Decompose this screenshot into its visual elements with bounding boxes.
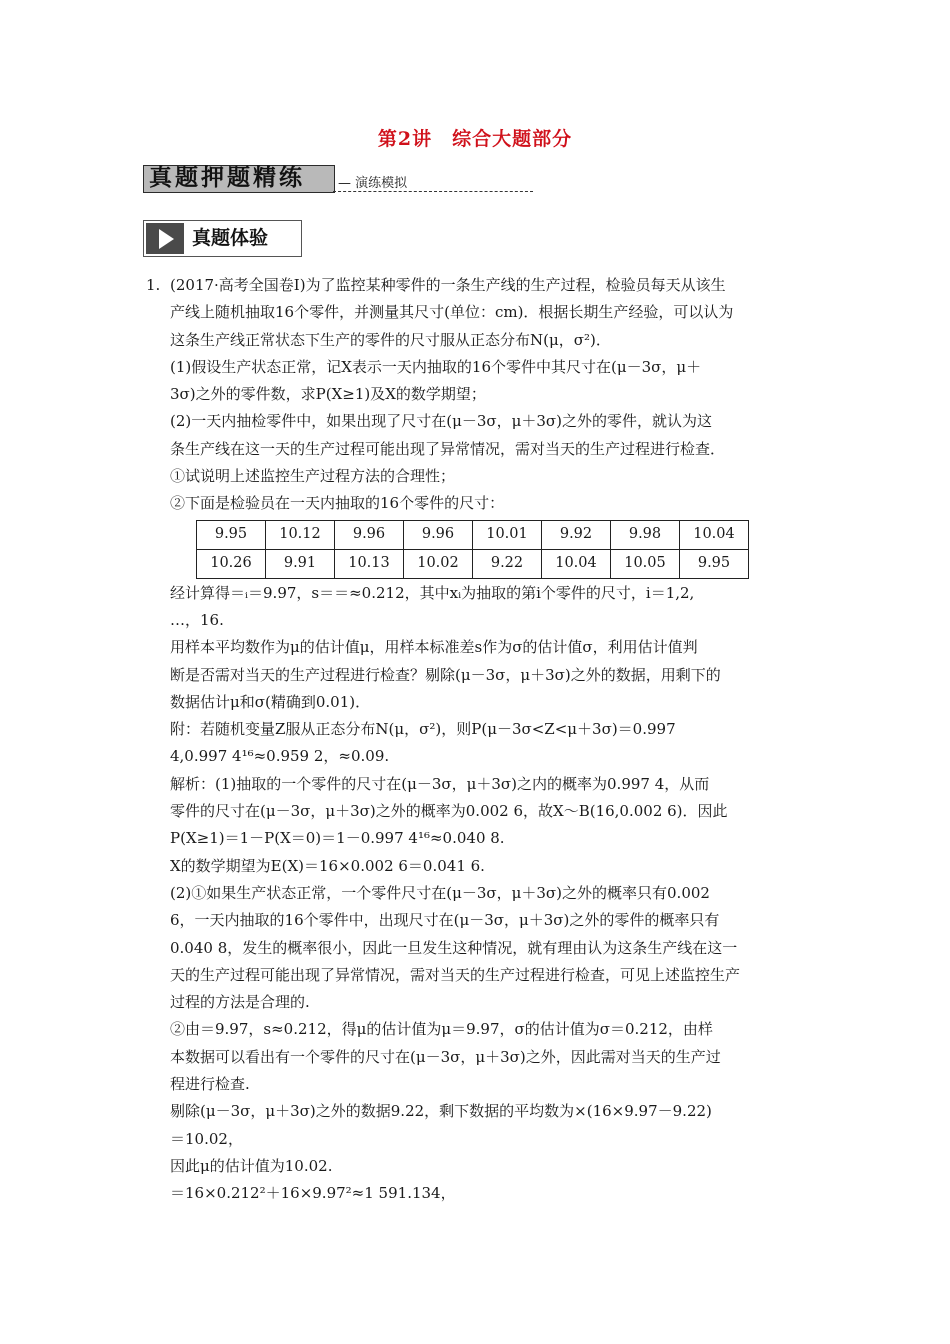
solution-line: 天的生产过程可能出现了异常情况，需对当天的生产过程进行检查，可见上述监控生产 [170,965,741,984]
solution-line: X的数学期望为E(X)＝16×0.002 6＝0.041 6. [170,856,485,875]
solution-line: ＝10.02， [170,1129,243,1148]
solution-line: 本数据可以看出有一个零件的尺寸在(μ－3σ，μ＋3σ)之外，因此需对当天的生产过 [170,1047,721,1066]
solution-line: 零件的尺寸在(μ－3σ，μ＋3σ)之外的概率为0.002 6，故X～B(16,0.002 6)．因此 [170,802,728,821]
table-cell: 10.26 [197,549,266,578]
content-area [146,272,808,1208]
table-cell: 10.04 [680,520,749,549]
play-arrow-icon-box [146,223,184,254]
table-row [197,549,749,578]
solution-line: 因此μ的估计值为10.02. [170,1156,333,1175]
table-cell: 9.22 [473,549,542,578]
solution-line: ②由＝9.97，s≈0.212，得μ的估计值为μ＝9.97，σ的估计值为σ＝0.212，由样 [170,1020,713,1039]
question-line: 数据估计μ和σ(精确到0.01)． [170,692,371,711]
question-line: (1)假设生产状态正常，记X表示一天内抽取的16个零件中其尺寸在(μ－3σ，μ＋ [170,357,702,376]
question-line: 4,0.997 4¹⁶≈0.959 2，≈0.09. [170,747,390,766]
table-cell: 10.02 [404,549,473,578]
question-line: 这条生产线正常状态下生产的零件的尺寸服从正态分布N(μ，σ²)． [170,330,611,349]
banner-title: 真题押题精练 [149,165,305,191]
solution-line: 0.040 8，发生的概率很小，因此一旦发生这种情况，就有理由认为这条生产线在这一 [170,938,738,957]
question-line: 经计算得＝ᵢ＝9.97，s＝＝≈0.212，其中xᵢ为抽取的第i个零件的尺寸，i＝1,2, [170,583,695,602]
table-cell: 9.98 [611,520,680,549]
table-cell: 9.92 [542,520,611,549]
banner-subtitle: — 演练模拟 [338,176,408,191]
banner-dashed-line [333,191,533,192]
solution-line: ＝16×0.212²＋16×9.97²≈1 591.134， [170,1184,456,1203]
table-cell: 9.91 [266,549,335,578]
table-cell: 9.95 [197,520,266,549]
question-number: 1. [146,276,161,294]
solution-line: 解析：(1)抽取的一个零件的尺寸在(μ－3σ，μ＋3σ)之内的概率为0.997 4，从而 [170,774,710,793]
table-cell: 9.96 [404,520,473,549]
table-row [197,520,749,549]
play-arrow-icon [159,229,174,249]
question-line: 附：若随机变量Z服从正态分布N(μ，σ²)，则P(μ－3σ<Z<μ＋3σ)＝0.997 [170,720,676,739]
table-cell: 10.05 [611,549,680,578]
solution-line: 程进行检查. [170,1075,250,1094]
question-line: …，16. [170,610,224,629]
question-line: (2)一天内抽检零件中，如果出现了尺寸在(μ－3σ，μ＋3σ)之外的零件，就认为这 [170,412,713,431]
table-cell: 10.13 [335,549,404,578]
table-cell: 10.12 [266,520,335,549]
solution-line: 6，一天内抽取的16个零件中，出现尺寸在(μ－3σ，μ＋3σ)之外的零件的概率只有 [170,911,720,930]
subsection-header [143,220,302,257]
solution-line: P(X≥1)＝1－P(X＝0)＝1－0.997 4¹⁶≈0.040 8. [170,829,505,848]
question-line: 断是否需对当天的生产过程进行检查？剔除(μ－3σ，μ＋3σ)之外的数据，用剩下的 [170,665,721,684]
question-line: 条生产线在这一天的生产过程可能出现了异常情况，需对当天的生产过程进行检查． [170,439,726,458]
question-line: 用样本平均数作为μ的估计值μ，用样本标准差s作为σ的估计值σ，利用估计值判 [170,638,698,657]
table-cell: 10.01 [473,520,542,549]
data-table-wrapper [146,520,808,579]
data-table [196,520,749,579]
question-line: ①试说明上述监控生产过程方法的合理性； [170,467,456,486]
table-cell: 9.95 [680,549,749,578]
section-banner [143,163,533,195]
solution-line: 剔除(μ－3σ，μ＋3σ)之外的数据9.22，剩下数据的平均数为×(16×9.97－9.22) [170,1102,712,1121]
question-line: 产线上随机抽取16个零件，并测量其尺寸(单位：cm)．根据长期生产经验，可以认为 [170,303,734,322]
question-line: (2017·高考全国卷Ⅰ)为了监控某种零件的一条生产线的生产过程，检验员每天从该生 [170,276,726,294]
question-line: ②下面是检验员在一天内抽取的16个零件的尺寸： [170,494,505,513]
question-line: 3σ)之外的零件数，求P(X≥1)及X的数学期望； [170,385,486,404]
subsection-title: 真题体验 [192,227,269,249]
table-cell: 10.04 [542,549,611,578]
solution-line: 过程的方法是合理的. [170,993,310,1012]
table-cell: 9.96 [335,520,404,549]
page-title: 第2讲 综合大题部分 [377,128,573,150]
solution-line: (2)①如果生产状态正常，一个零件尺寸在(μ－3σ，μ＋3σ)之外的概率只有0.002 [170,883,710,902]
